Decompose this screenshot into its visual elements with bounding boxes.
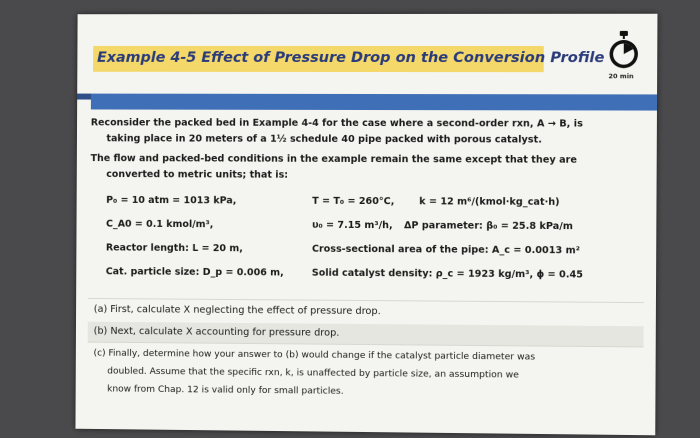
intro-line-2: taking place in 20 meters of a 1½ schedule 40 pipe packed with porous catalyst. bbox=[106, 133, 542, 146]
particle-size: Cat. particle size: D_p = 0.006 m, bbox=[105, 266, 284, 279]
initial-pressure: P₀ = 10 atm = 1013 kPa, bbox=[106, 194, 237, 207]
question-c-line-3: know from Chap. 12 is valid only for small particles. bbox=[107, 383, 344, 397]
intro-line-1: Reconsider the packed bed in Example 4-4 for the case where a second-order rxn, A → B, is bbox=[90, 117, 583, 130]
question-c-line-2: doubled. Assume that the specific rxn, k, is unaffected by particle size, an assumption we bbox=[107, 365, 519, 381]
temperature: T = T₀ = 260°C, bbox=[312, 195, 395, 208]
rate-constant: k = 12 m⁶/(kmol·kg_cat·h) bbox=[419, 196, 560, 208]
volumetric-flow: υ₀ = 7.15 m³/h, bbox=[312, 219, 393, 232]
divider bbox=[88, 298, 644, 303]
pressure-drop-parameter: ΔP parameter: β₀ = 25.8 kPa/m bbox=[403, 220, 573, 233]
accent-bar bbox=[91, 94, 657, 111]
cross-sectional-area: Cross-sectional area of the pipe: A_c = 0.0013 m² bbox=[311, 243, 581, 257]
question-b: (b) Next, calculate X accounting for pressure drop. bbox=[93, 325, 340, 339]
intro-line-3: The flow and packed-bed conditions in the example remain the same except that they are bbox=[90, 153, 578, 166]
catalyst-density: Solid catalyst density: ρ_c = 1923 kg/m³, ϕ = 0.45 bbox=[311, 267, 584, 281]
question-a: (a) First, calculate X neglecting the effect of pressure drop. bbox=[93, 303, 381, 318]
intro-line-4: converted to metric units; that is: bbox=[106, 169, 289, 181]
question-c-line-1: (c) Finally, determine how your answer to (b) would change if the catalyst particle diameter was bbox=[93, 347, 536, 363]
initial-concentration: C_A0 = 0.1 kmol/m³, bbox=[106, 218, 214, 231]
accent-strip bbox=[77, 94, 91, 100]
slide bbox=[75, 14, 657, 436]
reactor-length: Reactor length: L = 20 m, bbox=[105, 242, 243, 255]
slide-title: Example 4-5 Effect of Pressure Drop on the Conversion Profile bbox=[97, 49, 605, 67]
timer-label: 20 min bbox=[608, 72, 634, 81]
stopwatch-icon bbox=[606, 30, 641, 72]
